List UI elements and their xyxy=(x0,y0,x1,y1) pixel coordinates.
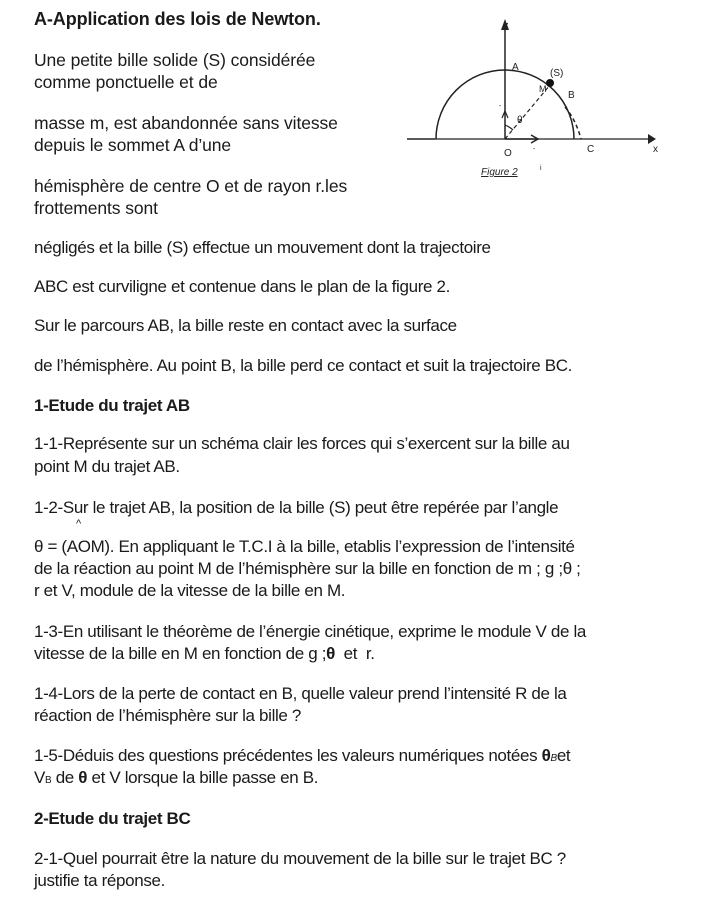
svg-text:-: - xyxy=(533,146,536,153)
label-S: (S) xyxy=(550,68,564,79)
text-line: point M du trajet AB. xyxy=(34,457,180,476)
subscript-b: B xyxy=(550,753,557,764)
text-line: hémisphère de centre O et de rayon r.les xyxy=(34,176,348,196)
text-line: justifie ta réponse. xyxy=(34,871,165,890)
figure-2-diagram xyxy=(400,10,700,190)
text-line: ABC est curviligne et contenue dans le plan de la figure 2. xyxy=(34,277,450,296)
label-C: C xyxy=(587,144,595,155)
text-line: de la réaction au point M de l’hémisphère sur la bille en fonction de m ; g ;θ ; xyxy=(34,559,581,578)
svg-text:-: - xyxy=(499,103,502,110)
text-line: de l’hémisphère. Au point B, la bille perd ce contact et suit la trajectoire BC. xyxy=(34,356,573,375)
label-z: z xyxy=(504,20,509,30)
document-title: A-Application des lois de Newton. xyxy=(34,9,321,29)
text-line: masse m, est abandonnée sans vitesse xyxy=(34,113,338,133)
section-2-heading: 2-Etude du trajet BC xyxy=(34,809,191,828)
text-line: comme ponctuelle et de xyxy=(34,72,218,92)
text-line: réaction de l’hémisphère sur la bille ? xyxy=(34,706,301,725)
text-line xyxy=(34,643,375,665)
label-B: B xyxy=(568,90,575,101)
theta-symbol: θ xyxy=(541,746,551,765)
text-line: négligés et la bille (S) effectue un mouvement dont la trajectoire xyxy=(34,238,491,257)
text-line: θ = (AOM). En appliquant le T.C.I à la bille, etablis l’expression de l’intensité xyxy=(34,537,575,556)
text-segment: et V lorsque la bille passe en B. xyxy=(87,768,319,787)
text-line: 1-1-Représente sur un schéma clair les forces qui s’exercent sur la bille au xyxy=(34,434,570,453)
text-segment: de xyxy=(51,768,79,787)
text-line: r et V, module de la vitesse de la bille en M. xyxy=(34,581,346,600)
text-line: 1-2-Sur le trajet AB, la position de la bille (S) peut être repérée par l’angle xyxy=(34,498,559,517)
theta-symbol: θ xyxy=(326,644,335,663)
section-1-heading: 1-Etude du trajet AB xyxy=(34,396,190,415)
label-x: x xyxy=(653,144,658,155)
text-line: 1-4-Lors de la perte de contact en B, quelle valeur prend l’intensité R de la xyxy=(34,684,567,703)
text-segment: et r. xyxy=(334,644,375,663)
text-segment: et xyxy=(556,746,571,765)
label-theta: θ xyxy=(517,115,523,126)
theta-symbol: θ xyxy=(78,768,88,787)
text-line xyxy=(34,767,318,792)
hat-accent: ^ xyxy=(76,518,81,530)
label-A: A xyxy=(512,62,519,73)
subscript-b: B xyxy=(45,775,52,786)
text-line: 2-1-Quel pourrait être la nature du mouvement de la bille sur le trajet BC ? xyxy=(34,849,566,868)
text-segment: V xyxy=(34,768,45,787)
figure-caption: Figure 2 xyxy=(481,167,518,178)
label-O: O xyxy=(504,148,512,159)
text-line: Sur le parcours AB, la bille reste en contact avec la surface xyxy=(34,316,457,335)
text-line: depuis le sommet A d’une xyxy=(34,135,232,155)
text-line: frottements sont xyxy=(34,198,158,218)
label-i: i xyxy=(540,165,542,172)
text-line: 1-3-En utilisant le théorème de l’énergie cinétique, exprime le module V de la xyxy=(34,622,586,641)
text-segment: 1-5-Déduis des questions précédentes les valeurs numériques notées xyxy=(34,746,542,765)
text-line: Une petite bille solide (S) considérée xyxy=(34,50,316,70)
text-segment: vitesse de la bille en M en fonction de g ; xyxy=(34,644,327,663)
label-M: M xyxy=(539,84,547,94)
